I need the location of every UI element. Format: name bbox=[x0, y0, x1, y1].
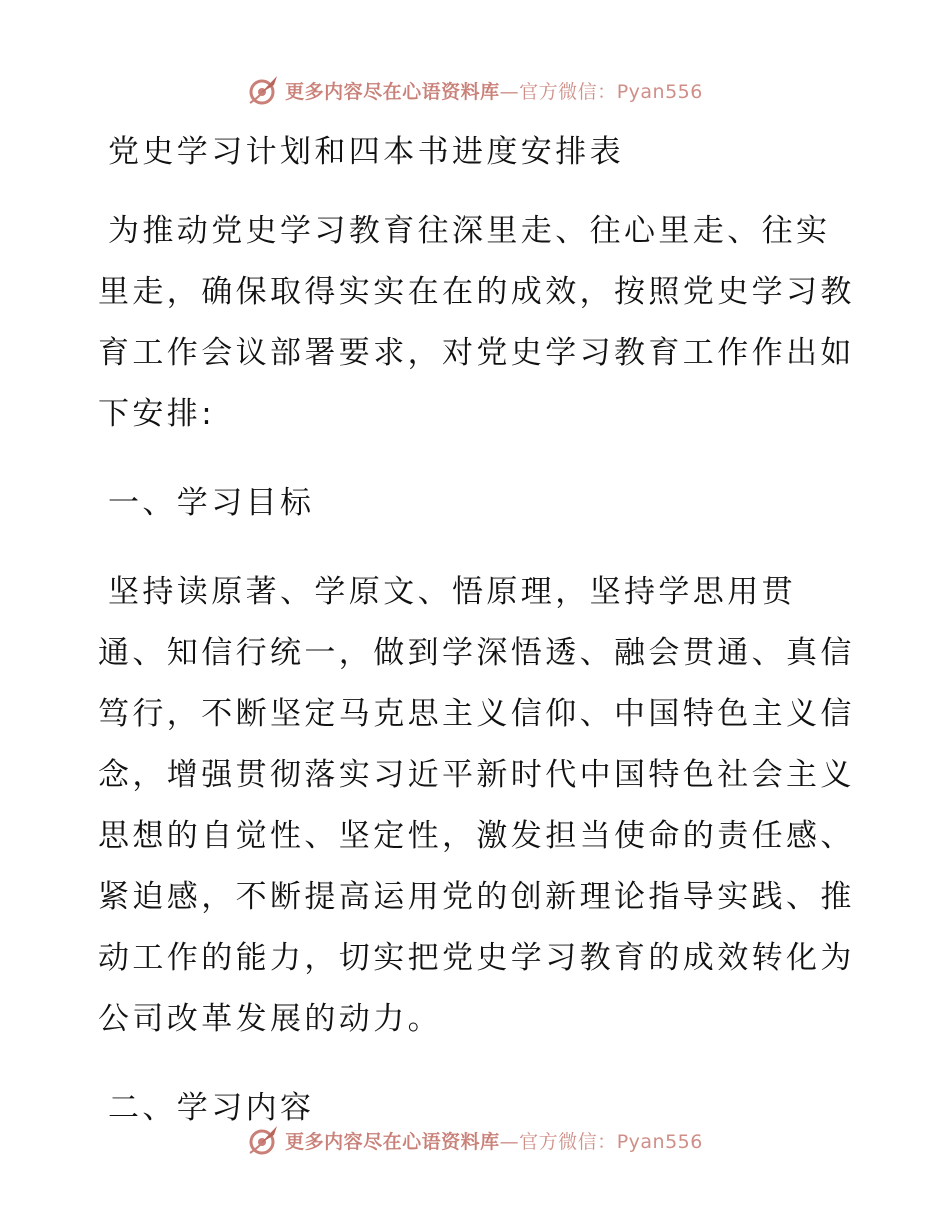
paragraph-line: 育工作会议部署要求，对党史学习教育工作作出如 bbox=[98, 335, 855, 371]
intro-paragraph bbox=[98, 201, 858, 445]
quill-logo-icon bbox=[247, 73, 281, 107]
header-watermark bbox=[0, 72, 950, 108]
paragraph-line: 为推动党史学习教育往深里走、往心里走、往实 bbox=[108, 213, 831, 249]
quill-logo-icon bbox=[247, 1123, 281, 1157]
paragraph-line: 动工作的能力，切实把党史学习教育的成效转化为 bbox=[98, 940, 855, 976]
paragraph-line: 公司改革发展的动力。 bbox=[98, 1001, 442, 1037]
paragraph-line: 笃行，不断坚定马克思主义信仰、中国特色主义信 bbox=[98, 696, 855, 732]
paragraph-line: 坚持读原著、学原文、悟原理，坚持学思用贯 bbox=[108, 574, 796, 610]
section-heading-content: 二、学习内容 bbox=[108, 1090, 315, 1126]
paragraph-line: 紧迫感，不断提高运用党的创新理论指导实践、推 bbox=[98, 879, 855, 915]
watermark-text: 更多内容尽在心语资料库—官方微信：Pyan556 bbox=[285, 80, 703, 103]
section-heading-goals: 一、学习目标 bbox=[108, 485, 315, 521]
paragraph-line: 通、知信行统一，做到学深悟透、融会贯通、真信 bbox=[98, 635, 855, 671]
watermark-text: 更多内容尽在心语资料库—官方微信：Pyan556 bbox=[285, 1130, 703, 1153]
paragraph-line: 下安排: bbox=[98, 396, 216, 432]
paragraph-line: 思想的自觉性、坚定性，激发担当使命的责任感、 bbox=[98, 818, 855, 854]
document-body bbox=[98, 122, 858, 1139]
footer-watermark bbox=[0, 1122, 950, 1158]
goals-paragraph bbox=[98, 562, 858, 1050]
paragraph-line: 念，增强贯彻落实习近平新时代中国特色社会主义 bbox=[98, 757, 855, 793]
paragraph-line: 里走，确保取得实实在在的成效，按照党史学习教 bbox=[98, 274, 855, 310]
document-title: 党史学习计划和四本书进度安排表 bbox=[108, 134, 624, 170]
